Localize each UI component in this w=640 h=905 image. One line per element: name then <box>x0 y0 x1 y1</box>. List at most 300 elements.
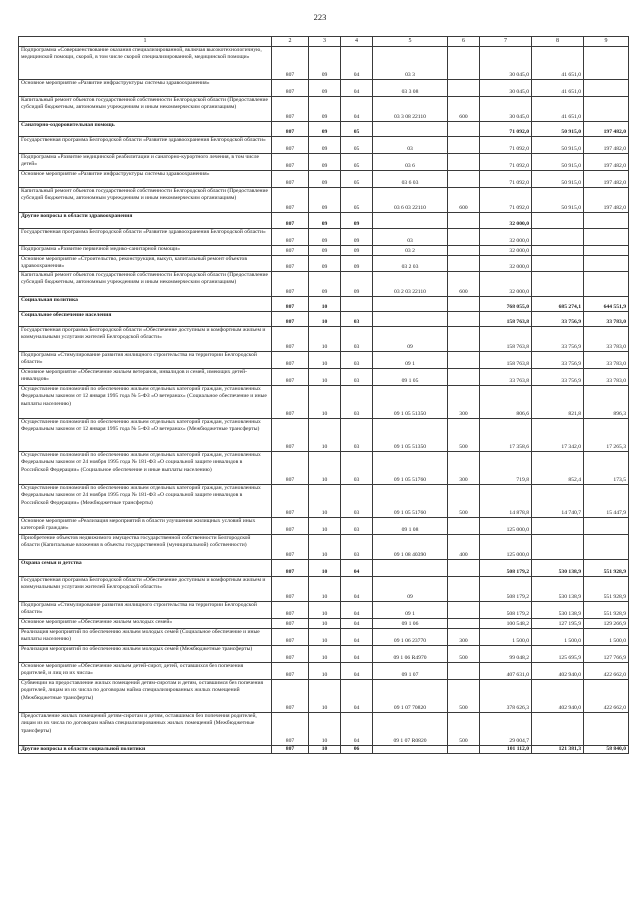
row-gr: 807 <box>272 122 309 137</box>
row-pr: 03 <box>341 352 373 369</box>
row-sum-1: 71 092,0 <box>480 122 532 137</box>
row-gr: 807 <box>272 188 309 213</box>
row-rz: 10 <box>309 485 341 518</box>
row-csr: 03 <box>373 229 448 246</box>
table-row <box>19 369 629 386</box>
row-name: Предоставление жилых помещений детям-сиротам и детям, оставшимся без попечения родителей, лицам из их числа по договорам найма специализированных жилых помещений (Межбюджетные трансферты) <box>19 713 272 746</box>
row-vr <box>448 518 480 535</box>
row-pr: 04 <box>341 47 373 80</box>
row-sum-1: 71 092,0 <box>480 171 532 188</box>
row-pr: 03 <box>341 386 373 419</box>
row-sum-3: 551 928,9 <box>584 577 629 602</box>
row-pr: 05 <box>341 171 373 188</box>
row-rz: 10 <box>309 713 341 746</box>
row-pr: 03 <box>341 535 373 560</box>
row-name: Реализация мероприятий по обеспечению жильем молодых семей (Межбюджетные трансферты) <box>19 646 272 663</box>
row-csr: 09 <box>373 327 448 352</box>
row-pr <box>341 297 373 312</box>
row-csr: 03 6 <box>373 154 448 171</box>
row-sum-3: 1 500,0 <box>584 629 629 646</box>
row-vr <box>448 602 480 619</box>
row-pr: 05 <box>341 137 373 154</box>
row-sum-1: 32 000,0 <box>480 229 532 246</box>
row-csr: 09 1 06 <box>373 619 448 629</box>
row-rz: 10 <box>309 352 341 369</box>
row-csr: 03 <box>373 137 448 154</box>
row-sum-3: 33 783,0 <box>584 327 629 352</box>
row-sum-2: 41 651,0 <box>532 80 584 97</box>
row-name: Подпрограмма «Совершенствование оказания специализированной, включая высокотехнологичную, медицинской помощи, скорой, в том числе скорой специализированной, медицинской помощи» <box>19 47 272 80</box>
header-cell: 3 <box>309 37 341 47</box>
row-gr: 807 <box>272 297 309 312</box>
row-name: Охрана семьи и детства <box>19 560 272 577</box>
row-gr: 807 <box>272 713 309 746</box>
table-row <box>19 171 629 188</box>
row-vr <box>448 560 480 577</box>
row-rz: 09 <box>309 229 341 246</box>
row-sum-1: 1 500,0 <box>480 629 532 646</box>
row-vr <box>448 122 480 137</box>
table-row <box>19 154 629 171</box>
table-row <box>19 518 629 535</box>
row-name: Государственная программа Белгородской области «Обеспечение доступным и комфортным жильем и коммунальными услугами жителей Белгородской области» <box>19 577 272 602</box>
row-sum-2: 121 381,3 <box>532 746 584 754</box>
row-sum-3: 644 551,9 <box>584 297 629 312</box>
row-vr <box>448 137 480 154</box>
row-vr: 600 <box>448 97 480 122</box>
row-gr: 807 <box>272 97 309 122</box>
row-sum-3: 551 928,9 <box>584 602 629 619</box>
row-pr: 04 <box>341 629 373 646</box>
row-sum-3: 33 783,0 <box>584 369 629 386</box>
row-sum-1: 32 000,0 <box>480 213 532 229</box>
row-gr: 807 <box>272 80 309 97</box>
row-gr: 807 <box>272 619 309 629</box>
row-csr: 03 6 03 22110 <box>373 188 448 213</box>
row-sum-3 <box>584 246 629 256</box>
row-sum-3 <box>584 535 629 560</box>
row-sum-3 <box>584 713 629 746</box>
row-name: Другие вопросы в области здравоохранения <box>19 213 272 229</box>
row-sum-2: 530 138,9 <box>532 560 584 577</box>
row-csr: 09 <box>373 577 448 602</box>
table-row <box>19 560 629 577</box>
row-sum-2: 530 138,9 <box>532 602 584 619</box>
row-rz: 09 <box>309 171 341 188</box>
table-row <box>19 352 629 369</box>
table-row <box>19 327 629 352</box>
row-sum-2 <box>532 272 584 297</box>
row-sum-2: 50 915,0 <box>532 171 584 188</box>
row-sum-2: 1 500,0 <box>532 629 584 646</box>
row-vr <box>448 256 480 272</box>
row-sum-3: 173,5 <box>584 452 629 485</box>
row-sum-2: 852,4 <box>532 452 584 485</box>
row-vr: 500 <box>448 646 480 663</box>
row-sum-3 <box>584 256 629 272</box>
row-sum-3: 197 482,0 <box>584 122 629 137</box>
row-name: Социальное обеспечение населения <box>19 312 272 327</box>
row-gr: 807 <box>272 171 309 188</box>
row-rz: 10 <box>309 518 341 535</box>
row-sum-3: 17 265,3 <box>584 419 629 452</box>
table-row <box>19 535 629 560</box>
table-row <box>19 485 629 518</box>
row-rz: 09 <box>309 213 341 229</box>
row-sum-1: 158 763,8 <box>480 352 532 369</box>
row-vr <box>448 229 480 246</box>
row-gr: 807 <box>272 272 309 297</box>
table-row <box>19 746 629 754</box>
row-csr: 09 1 07 70820 <box>373 680 448 713</box>
row-pr: 09 <box>341 229 373 246</box>
row-sum-1: 508 179,2 <box>480 560 532 577</box>
row-pr: 03 <box>341 419 373 452</box>
row-vr <box>448 663 480 680</box>
row-csr <box>373 746 448 754</box>
row-sum-1: 508 179,2 <box>480 602 532 619</box>
table-row <box>19 602 629 619</box>
row-sum-1: 407 631,0 <box>480 663 532 680</box>
table-row <box>19 619 629 629</box>
row-gr: 807 <box>272 213 309 229</box>
row-name: Осуществление полномочий по обеспечению жильем отдельных категорий граждан, установленных Федеральным законом от 24 ноября 1995 года № 181-ФЗ «О социальной защите инвалидов в Российской Федерации» (Социальное обеспечение и иные выплаты населению) <box>19 452 272 485</box>
row-gr: 807 <box>272 256 309 272</box>
row-sum-1: 125 000,0 <box>480 518 532 535</box>
table-row <box>19 646 629 663</box>
row-sum-1: 508 179,2 <box>480 577 532 602</box>
row-gr: 807 <box>272 577 309 602</box>
row-csr: 09 1 <box>373 602 448 619</box>
row-sum-1: 101 112,0 <box>480 746 532 754</box>
row-vr: 500 <box>448 680 480 713</box>
row-csr <box>373 312 448 327</box>
row-sum-1: 125 000,0 <box>480 535 532 560</box>
row-sum-2 <box>532 213 584 229</box>
table-body <box>19 47 629 754</box>
table-row <box>19 80 629 97</box>
row-sum-2: 50 915,0 <box>532 122 584 137</box>
row-name: Государственная программа Белгородской области «Развитие здравоохранения Белгородской области» <box>19 137 272 154</box>
row-rz: 10 <box>309 312 341 327</box>
row-gr: 807 <box>272 154 309 171</box>
row-sum-2 <box>532 518 584 535</box>
row-sum-2 <box>532 246 584 256</box>
table-row <box>19 137 629 154</box>
row-pr: 03 <box>341 485 373 518</box>
row-pr: 04 <box>341 619 373 629</box>
table-row <box>19 213 629 229</box>
row-sum-3 <box>584 229 629 246</box>
row-csr: 09 1 07 R0820 <box>373 713 448 746</box>
row-vr <box>448 80 480 97</box>
table-row <box>19 680 629 713</box>
row-rz: 10 <box>309 535 341 560</box>
row-gr: 807 <box>272 535 309 560</box>
row-sum-1: 71 092,0 <box>480 137 532 154</box>
row-sum-1: 30 045,0 <box>480 97 532 122</box>
row-gr: 807 <box>272 518 309 535</box>
row-csr: 09 1 05 51350 <box>373 419 448 452</box>
row-gr: 807 <box>272 746 309 754</box>
row-name: Подпрограмма «Развитие медицинской реабилитации и санаторно-курортного лечения, в том числе детей» <box>19 154 272 171</box>
row-rz: 10 <box>309 646 341 663</box>
row-csr <box>373 213 448 229</box>
header-cell: 2 <box>272 37 309 47</box>
table-row <box>19 577 629 602</box>
row-rz: 09 <box>309 122 341 137</box>
header-cell: 8 <box>532 37 584 47</box>
row-sum-2 <box>532 256 584 272</box>
row-sum-1: 32 000,0 <box>480 256 532 272</box>
row-csr: 03 3 08 <box>373 80 448 97</box>
row-sum-2: 125 695,9 <box>532 646 584 663</box>
row-pr: 04 <box>341 602 373 619</box>
row-sum-2 <box>532 229 584 246</box>
row-vr: 500 <box>448 485 480 518</box>
row-vr: 300 <box>448 452 480 485</box>
row-rz: 10 <box>309 560 341 577</box>
row-name: Основное мероприятие «Обеспечение жильем ветеранов, инвалидов и семей, имеющих детей-инвалидов» <box>19 369 272 386</box>
header-cell: 1 <box>19 37 272 47</box>
row-gr: 807 <box>272 369 309 386</box>
row-name: Государственная программа Белгородской области «Обеспечение доступным и комфортным жильем и коммунальными услугами жителей Белгородской области» <box>19 327 272 352</box>
table-row <box>19 419 629 452</box>
row-pr: 04 <box>341 97 373 122</box>
row-sum-2: 41 651,0 <box>532 97 584 122</box>
row-gr: 807 <box>272 47 309 80</box>
row-rz: 10 <box>309 680 341 713</box>
row-sum-1: 17 358,6 <box>480 419 532 452</box>
row-sum-2: 14 740,7 <box>532 485 584 518</box>
row-csr: 09 1 08 40390 <box>373 535 448 560</box>
row-sum-1: 71 092,0 <box>480 154 532 171</box>
row-sum-2: 821,8 <box>532 386 584 419</box>
table-row <box>19 629 629 646</box>
table-row <box>19 713 629 746</box>
row-sum-1: 14 878,8 <box>480 485 532 518</box>
row-name: Основное мероприятие «Развитие инфраструктуры системы здравоохранения» <box>19 171 272 188</box>
row-sum-1: 29 004,7 <box>480 713 532 746</box>
row-rz: 10 <box>309 386 341 419</box>
row-csr: 09 1 08 <box>373 518 448 535</box>
row-gr: 807 <box>272 229 309 246</box>
row-pr: 05 <box>341 188 373 213</box>
row-csr: 03 3 <box>373 47 448 80</box>
row-gr: 807 <box>272 246 309 256</box>
row-rz: 09 <box>309 154 341 171</box>
row-rz: 10 <box>309 297 341 312</box>
row-name: Капитальный ремонт объектов государственной собственности Белгородской области (Предоставление субсидий бюджетным, автономным учреждениям и иным некоммерческим организациям) <box>19 188 272 213</box>
row-sum-3: 197 482,0 <box>584 154 629 171</box>
row-vr <box>448 746 480 754</box>
row-name: Подпрограмма «Стимулирование развития жилищного строительства на территории Белгородской области» <box>19 602 272 619</box>
row-pr: 03 <box>341 369 373 386</box>
row-name: Осуществление полномочий по обеспечению жильем отдельных категорий граждан, установленных Федеральным законом от 12 января 1995 года № 5-ФЗ «О ветеранах» (Межбюджетные трансферты) <box>19 419 272 452</box>
row-pr: 03 <box>341 518 373 535</box>
budget-table <box>18 36 629 754</box>
row-rz: 10 <box>309 327 341 352</box>
row-sum-2 <box>532 535 584 560</box>
table-row <box>19 452 629 485</box>
row-rz: 09 <box>309 137 341 154</box>
row-pr: 09 <box>341 246 373 256</box>
row-csr: 03 3 08 22110 <box>373 97 448 122</box>
row-sum-1: 32 000,0 <box>480 246 532 256</box>
row-sum-2: 127 195,9 <box>532 619 584 629</box>
row-vr: 300 <box>448 386 480 419</box>
row-sum-3: 33 783,0 <box>584 352 629 369</box>
row-gr: 807 <box>272 352 309 369</box>
row-gr: 807 <box>272 680 309 713</box>
row-sum-3 <box>584 518 629 535</box>
row-csr: 09 1 05 51760 <box>373 485 448 518</box>
row-sum-1: 158 763,8 <box>480 312 532 327</box>
table-row <box>19 256 629 272</box>
table-row <box>19 663 629 680</box>
row-pr: 04 <box>341 646 373 663</box>
row-csr <box>373 297 448 312</box>
row-sum-1: 806,6 <box>480 386 532 419</box>
row-gr: 807 <box>272 560 309 577</box>
row-name: Реализация мероприятий по обеспечению жильем молодых семей (Социальное обеспечение и иные выплаты населению) <box>19 629 272 646</box>
row-sum-1: 768 055,0 <box>480 297 532 312</box>
row-rz: 10 <box>309 452 341 485</box>
row-rz: 09 <box>309 188 341 213</box>
row-rz: 09 <box>309 97 341 122</box>
row-rz: 10 <box>309 602 341 619</box>
row-csr: 03 2 <box>373 246 448 256</box>
row-pr: 04 <box>341 560 373 577</box>
row-csr: 03 2 03 22110 <box>373 272 448 297</box>
row-csr: 09 1 05 51760 <box>373 452 448 485</box>
row-sum-3: 551 928,9 <box>584 560 629 577</box>
row-sum-2: 530 138,9 <box>532 577 584 602</box>
row-sum-1: 71 092,0 <box>480 188 532 213</box>
row-csr: 03 2 03 <box>373 256 448 272</box>
row-rz: 10 <box>309 663 341 680</box>
row-sum-1: 32 000,0 <box>480 272 532 297</box>
row-rz: 09 <box>309 272 341 297</box>
row-sum-3: 422 662,0 <box>584 663 629 680</box>
row-sum-2: 33 756,9 <box>532 327 584 352</box>
row-rz: 09 <box>309 80 341 97</box>
row-vr <box>448 297 480 312</box>
row-sum-3: 58 840,0 <box>584 746 629 754</box>
row-pr: 05 <box>341 154 373 171</box>
table-row <box>19 246 629 256</box>
row-sum-1: 33 763,8 <box>480 369 532 386</box>
row-rz: 10 <box>309 629 341 646</box>
row-vr <box>448 577 480 602</box>
row-name: Санаторно-оздоровительная помощь <box>19 122 272 137</box>
row-name: Основное мероприятие «Реализация мероприятий в области улучшения жилищных условий иных категорий граждан» <box>19 518 272 535</box>
row-name: Другие вопросы в области социальной политики <box>19 746 272 754</box>
row-pr: 04 <box>341 577 373 602</box>
row-sum-3: 33 783,0 <box>584 312 629 327</box>
row-pr: 05 <box>341 122 373 137</box>
row-gr: 807 <box>272 419 309 452</box>
row-sum-3: 197 482,0 <box>584 137 629 154</box>
row-csr: 09 1 06 R4970 <box>373 646 448 663</box>
row-sum-3 <box>584 80 629 97</box>
row-sum-3: 422 662,0 <box>584 680 629 713</box>
row-name: Основное мероприятие «Строительство, реконструкция, выкуп, капитальный ремонт объектов здравоохранения» <box>19 256 272 272</box>
row-pr: 09 <box>341 256 373 272</box>
row-name: Осуществление полномочий по обеспечению жильем отдельных категорий граждан, установленных Федеральным законом от 24 ноября 1995 года № 181-ФЗ «О социальной защите инвалидов в Российской Федерации» (Межбюджетные трансферты) <box>19 485 272 518</box>
table-row <box>19 47 629 80</box>
row-name: Социальная политика <box>19 297 272 312</box>
table-row <box>19 386 629 419</box>
row-rz: 10 <box>309 577 341 602</box>
row-name: Основное мероприятие «Обеспечение жильем молодых семей» <box>19 619 272 629</box>
row-vr <box>448 47 480 80</box>
row-gr: 807 <box>272 137 309 154</box>
row-gr: 807 <box>272 646 309 663</box>
row-csr: 09 1 <box>373 352 448 369</box>
row-vr: 300 <box>448 629 480 646</box>
row-sum-2: 50 915,0 <box>532 188 584 213</box>
table-row <box>19 312 629 327</box>
row-rz: 09 <box>309 256 341 272</box>
row-pr: 04 <box>341 713 373 746</box>
row-sum-2: 33 756,9 <box>532 312 584 327</box>
row-rz: 10 <box>309 746 341 754</box>
row-vr <box>448 312 480 327</box>
row-vr <box>448 619 480 629</box>
header-cell: 4 <box>341 37 373 47</box>
row-name: Основное мероприятие «Развитие инфраструктуры системы здравоохранения» <box>19 80 272 97</box>
row-name: Капитальный ремонт объектов государственной собственности Белгородской области (Предоставление субсидий бюджетным, автономным учреждениям и иным некоммерческим организациям) <box>19 272 272 297</box>
row-csr: 03 6 03 <box>373 171 448 188</box>
row-gr: 807 <box>272 663 309 680</box>
row-name: Осуществление полномочий по обеспечению жильем отдельных категорий граждан, установленных Федеральным законом от 12 января 1995 года № 5-ФЗ «О ветеранах» (Социальное обеспечение и иные выплаты населению) <box>19 386 272 419</box>
row-sum-2: 50 915,0 <box>532 154 584 171</box>
row-name: Капитальный ремонт объектов государственной собственности Белгородской области (Предоставление субсидий бюджетным, автономным учреждениям и иным некоммерческим организациям) <box>19 97 272 122</box>
row-name: Подпрограмма «Развитие первичной медико-санитарной помощи» <box>19 246 272 256</box>
row-sum-1: 100 548,2 <box>480 619 532 629</box>
row-sum-1: 30 045,0 <box>480 80 532 97</box>
row-sum-2: 41 651,0 <box>532 47 584 80</box>
row-vr <box>448 171 480 188</box>
row-sum-2: 402 940,0 <box>532 680 584 713</box>
row-sum-3: 197 482,0 <box>584 171 629 188</box>
table-row <box>19 97 629 122</box>
row-csr: 09 1 06 23770 <box>373 629 448 646</box>
row-pr: 04 <box>341 80 373 97</box>
row-pr: 09 <box>341 213 373 229</box>
row-rz: 09 <box>309 47 341 80</box>
row-name: Государственная программа Белгородской области «Развитие здравоохранения Белгородской области» <box>19 229 272 246</box>
row-name: Субвенции на предоставление жилых помещений детям-сиротам и детям, оставшимся без попечения родителей, лицам из их числа по договорам найма специализированных жилых помещений (Межбюджетные трансферты) <box>19 680 272 713</box>
row-sum-2: 50 915,0 <box>532 137 584 154</box>
row-pr: 06 <box>341 746 373 754</box>
row-sum-2 <box>532 713 584 746</box>
row-vr: 600 <box>448 188 480 213</box>
row-sum-2: 33 756,9 <box>532 352 584 369</box>
row-sum-3: 197 482,0 <box>584 188 629 213</box>
header-row <box>19 37 629 47</box>
row-sum-3 <box>584 272 629 297</box>
row-pr: 03 <box>341 452 373 485</box>
row-sum-3: 15 447,9 <box>584 485 629 518</box>
row-sum-3: 129 266,9 <box>584 619 629 629</box>
row-csr: 09 1 05 51350 <box>373 386 448 419</box>
row-vr <box>448 369 480 386</box>
table-row <box>19 188 629 213</box>
header-cell: 9 <box>584 37 629 47</box>
row-gr: 807 <box>272 629 309 646</box>
